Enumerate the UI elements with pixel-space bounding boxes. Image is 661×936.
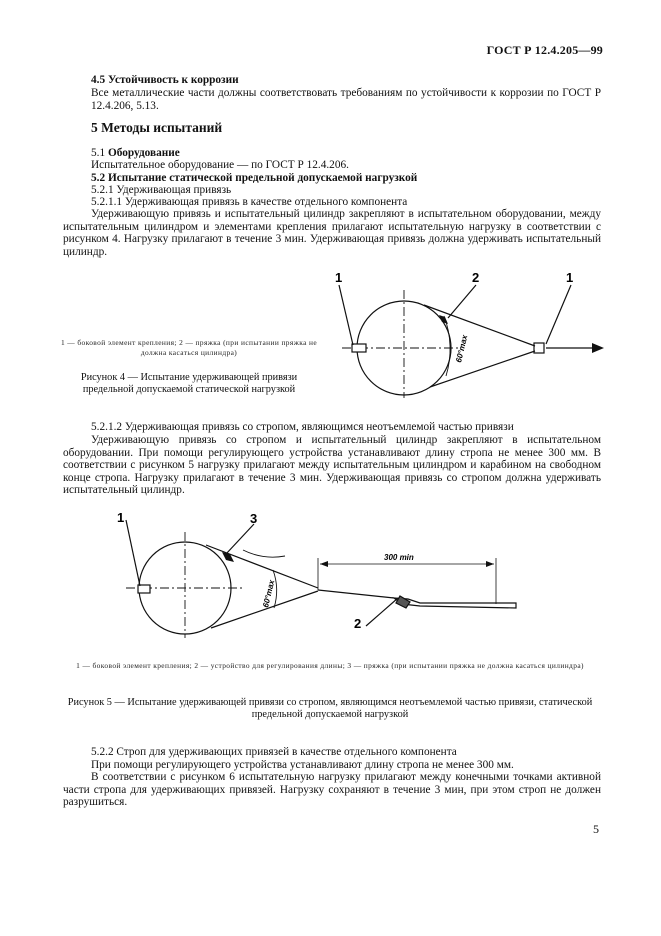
section-4-5-text: Все металлические части должны соответствовать требованиям по устойчивости к коррозии по ГОСТ Р 12.4.206, 5.13.	[91, 87, 601, 112]
fig4-label-1-left: 1	[335, 270, 343, 285]
section-5-2-1-2-text: Удерживающую привязь со стропом и испытательный цилиндр закрепляют в испытательном оборудовании. При помощи регулирующего устройства устанавливают длину стропа не менее 300 мм. В соответствии с рисунком 5 нагрузку прилагают между испытательным цилиндром и карабином на свободном конце стропа. Нагрузку прилагают в течение 3 мин. Удерживающая привязь со стропом должна удерживать испытательный цилиндр.	[63, 434, 601, 497]
lanyard-end	[394, 598, 516, 608]
section-5-2-1-1-title: 5.2.1.1 Удерживающая привязь в качестве отдельного компонента	[91, 196, 408, 208]
fig5-label-1: 1	[117, 510, 125, 525]
loose-strap-end	[243, 550, 285, 557]
figure-4-legend: 1 — боковой элемент крепления; 2 — пряжка (при испытании пряжка не должна касаться цилиндра)	[60, 338, 318, 357]
section-5-2-1-title: 5.2.1 Удерживающая привязь	[91, 184, 232, 196]
section-5-2-2-title: 5.2.2 Строп для удерживающих привязей в качестве отдельного компонента	[91, 746, 457, 758]
leader-1-left	[339, 285, 353, 345]
fig5-dimension-label: 300 min	[384, 553, 414, 562]
figure-4-caption: Рисунок 4 — Испытание удерживающей привязи предельной допускаемой статической нагрузкой	[80, 372, 298, 395]
document-header: ГОСТ Р 12.4.205—99	[486, 43, 603, 57]
section-5-1-number: 5.1	[91, 147, 106, 159]
dim-arrow-right	[486, 561, 494, 567]
figure-5-legend: 1 — боковой элемент крепления; 2 — устройство для регулирования длины; 3 — пряжка (при испытании пряжка не должна касаться цилиндра)	[76, 661, 584, 670]
side-anchor-left	[352, 344, 366, 352]
side-anchor-right	[534, 343, 544, 353]
leader-3	[226, 524, 254, 554]
fig4-label-1-right: 1	[566, 270, 574, 285]
load-arrow-head	[592, 343, 604, 353]
leader-2	[366, 598, 398, 626]
fig5-label-2: 2	[354, 616, 362, 631]
section-5-1-title: Оборудование	[107, 147, 180, 159]
section-5-title: 5 Методы испытаний	[91, 120, 223, 135]
lanyard-line	[318, 590, 394, 598]
buckle-mark	[222, 552, 234, 562]
leader-2	[448, 285, 476, 318]
fig5-angle-label: 60°max	[261, 579, 277, 609]
section-5-2-2-text2: В соответствии с рисунком 6 испытательную нагрузку прилагают между конечными точками активной части стропа для удерживающих привязей. Нагрузку сохраняют в течение 3 мин, при этом строп не должен разрушиться.	[63, 771, 601, 809]
fig4-angle-label: 60°max	[454, 334, 470, 364]
fig5-label-3: 3	[250, 511, 258, 526]
page-number: 5	[593, 822, 599, 836]
section-5-2-title: 5.2 Испытание статической предельной допускаемой нагрузкой	[91, 172, 418, 184]
strap-upper	[424, 305, 535, 346]
strap-upper	[206, 545, 318, 588]
fig4-label-2: 2	[472, 270, 480, 285]
leader-1-right	[546, 285, 571, 344]
figure-5-caption: Рисунок 5 — Испытание удерживающей привязи со стропом, являющимся неотъемлемой частью привязи, статической предельной допускаемой нагрузкой	[67, 697, 593, 720]
section-5-1-text: Испытательное оборудование — по ГОСТ Р 12.4.206.	[91, 159, 349, 171]
leader-1	[126, 520, 140, 586]
section-5-2-1-1-text: Удерживающую привязь и испытательный цилиндр закрепляют в испытательном оборудовании, между испытательным цилиндром и элементами крепления прилагают испытательную нагрузку в соответствии с рисунком 4. Нагрузку прилагают в течение 3 мин. Удерживающая привязь должна удерживать испытательный цилиндр.	[63, 208, 601, 258]
figure-5-drawing	[108, 508, 538, 638]
section-5-2-2-text1: При помощи регулирующего устройства устанавливают длину стропа не менее 300 мм.	[91, 759, 514, 771]
section-4-5-title: 4.5 Устойчивость к коррозии	[91, 74, 239, 86]
section-5-1-heading	[91, 147, 601, 160]
figure-4-drawing	[320, 268, 610, 398]
dim-arrow-left	[320, 561, 328, 567]
side-anchor	[138, 585, 150, 593]
section-5-2-1-2-title: 5.2.1.2 Удерживающая привязь со стропом, являющимся неотъемлемой частью привязи	[91, 421, 514, 433]
